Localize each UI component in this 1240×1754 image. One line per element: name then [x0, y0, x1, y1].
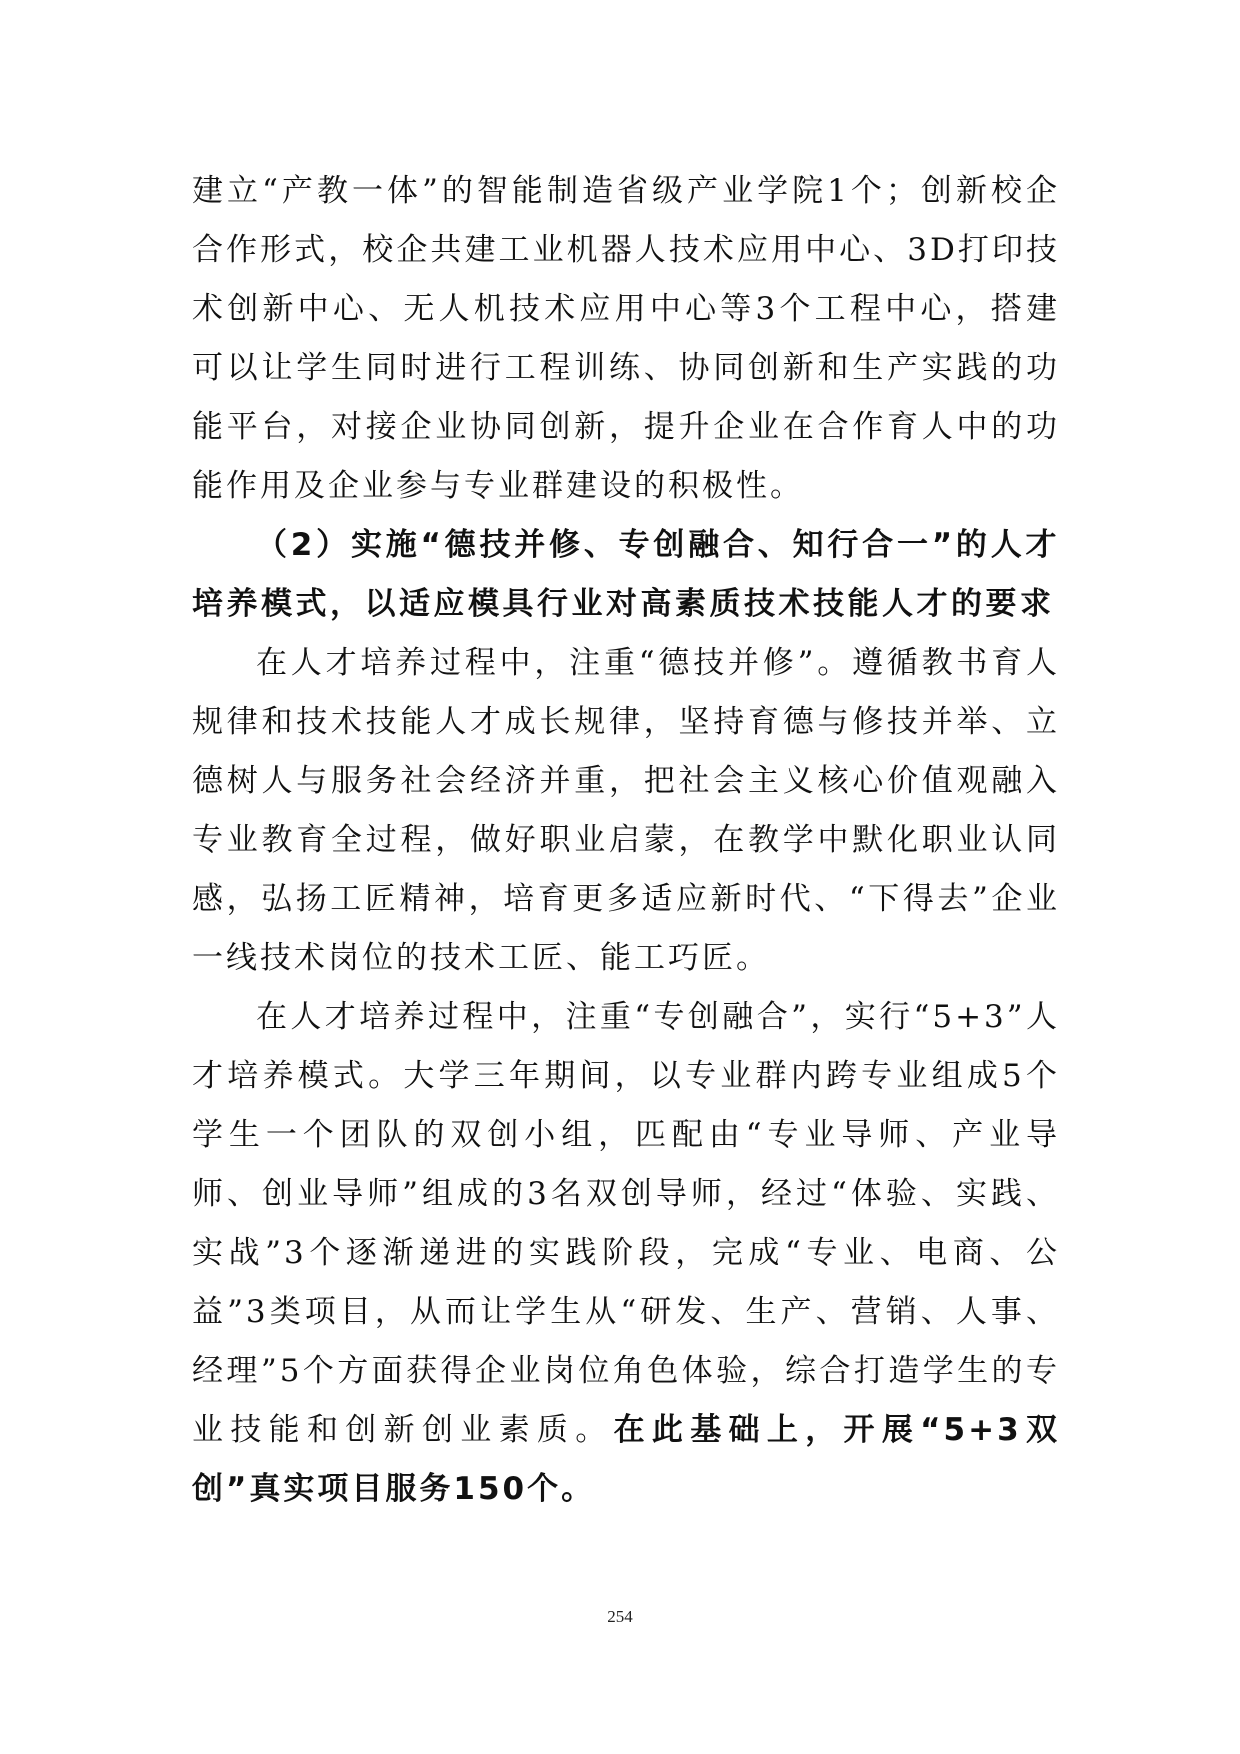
paragraph-2: 在人才培养过程中，注重“德技并修”。遵循教书育人规律和技术技能人才成长规律，坚持育德与修技并举、立德树人与服务社会经济并重，把社会主义核心价值观融入专业教育全过程，做好职业启蒙，在教学中默化职业认同感，弘扬工匠精神，培育更多适应新时代、“下得去”企业一线技术岗位的技术工匠、能工巧匠。 [192, 645, 1060, 976]
body-text [192, 162, 1060, 1519]
paragraph-3-bold-text: 在此基础上，开展“5+3双创”真实项目服务150个。 [192, 1412, 1060, 1507]
section-heading: （2）实施“德技并修、专创融合、知行合一”的人才培养模式，以适应模具行业对高素质技术技能人才的要求 [192, 527, 1060, 622]
page-number: 254 [607, 1607, 633, 1626]
paragraph-3 [192, 988, 1060, 1519]
paragraph-3-text: 在人才培养过程中，注重“专创融合”，实行“5+3”人才培养模式。大学三年期间，以专业群内跨专业组成5个学生一个团队的双创小组，匹配由“专业导师、产业导师、创业导师”组成的3名双创导师，经过“体验、实践、实战”3个逐渐递进的实践阶段，完成“专业、电商、公益”3类项目，从而让学生从“研发、生产、营销、人事、经理”5个方面获得企业岗位角色体验，综合打造学生的专业技能和创新创业素质。 [192, 999, 1060, 1448]
paragraph-1: 建立“产教一体”的智能制造省级产业学院1个；创新校企合作形式，校企共建工业机器人技术应用中心、3D打印技术创新中心、无人机技术应用中心等3个工程中心，搭建可以让学生同时进行工程训练、协同创新和生产实践的功能平台，对接企业协同创新，提升企业在合作育人中的功能作用及企业参与专业群建设的积极性。 [192, 173, 1060, 504]
